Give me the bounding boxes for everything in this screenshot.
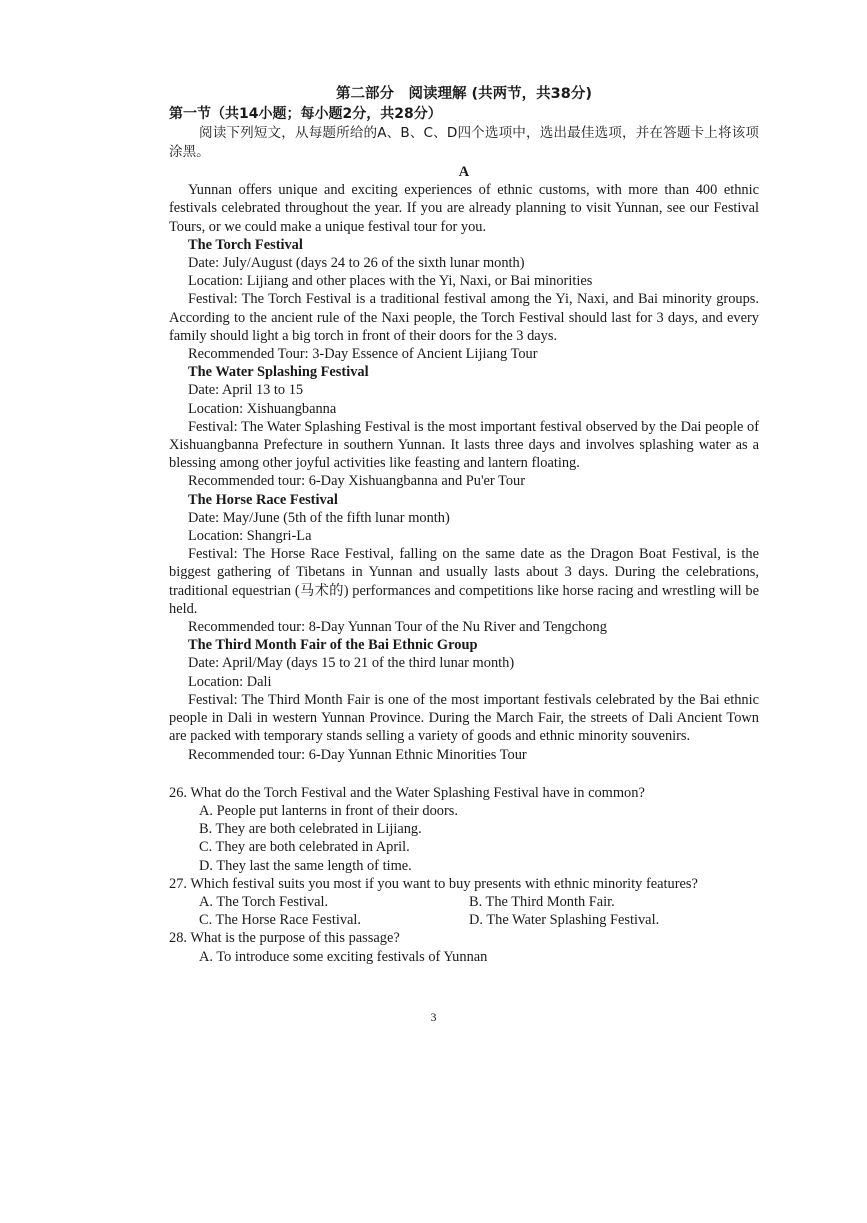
page-number: 3: [430, 1010, 437, 1024]
festival-title: The Torch Festival: [188, 236, 303, 253]
option-b: B. They are both celebrated in Lijiang.: [199, 821, 422, 838]
festival-tour: Recommended tour: 6-Day Xishuangbanna and Pu'er Tour: [188, 473, 526, 490]
question-26: [169, 784, 759, 875]
festival-location: Location: Dali: [188, 673, 272, 690]
option-row-1: [169, 893, 759, 911]
festival-block-third-month-fair: [169, 636, 759, 763]
festival-location: Location: Xishuangbanna: [188, 400, 337, 417]
option-row-2: [169, 911, 759, 929]
festival-description: Festival: The Water Splashing Festival is the most important festival observed by the Dai people of Xishuangbanna Prefecture in southern Yunnan. It lasts three days and involves splashing water as a blessing among other joyful activities like feasting and lantern floating.: [169, 418, 759, 472]
question-stem: 27. Which festival suits you most if you want to buy presents with ethnic minority features?: [169, 875, 698, 892]
festival-date: Date: July/August (days 24 to 26 of the sixth lunar month): [188, 255, 525, 272]
instructions: 阅读下列短文，从每题所给的A、B、C、D四个选项中，选出最佳选项，并在答题卡上将该项涂黑。: [169, 125, 759, 160]
question-28: [169, 929, 759, 965]
festival-date: Date: April 13 to 15: [188, 382, 304, 399]
section-heading: 第一节（共14小题；每小题2分，共28分）: [169, 106, 442, 122]
festival-block-horse-race: [169, 491, 759, 637]
option-b: B. The Third Month Fair.: [469, 893, 615, 910]
question-stem: 28. What is the purpose of this passage?: [169, 930, 400, 947]
option-d: D. The Water Splashing Festival.: [469, 912, 660, 929]
option-a: A. The Torch Festival.: [199, 893, 329, 910]
spacer: [169, 764, 759, 784]
festival-tour: Recommended Tour: 3-Day Essence of Ancient Lijiang Tour: [188, 346, 538, 363]
part-heading: 第二部分 阅读理解 (共两节，共38分): [336, 86, 592, 102]
passage-intro: Yunnan offers unique and exciting experiences of ethnic customs, with more than 400 ethnic festivals celebrated throughout the year. If you are already planning to visit Yunnan, see our Festival Tours, or we could make a unique festival tour for you.: [169, 182, 759, 235]
festival-title: The Third Month Fair of the Bai Ethnic Group: [188, 637, 478, 654]
festival-title: The Water Splashing Festival: [188, 364, 369, 381]
festival-date: Date: May/June (5th of the fifth lunar month): [188, 509, 450, 526]
festival-block-torch: [169, 236, 759, 363]
festival-title: The Horse Race Festival: [188, 491, 338, 508]
festival-description: Festival: The Third Month Fair is one of the most important festivals celebrated by the Bai ethnic people in Dali in western Yunnan Province. During the March Fair, the streets of Dali Ancient Town are packed with temporary stands selling a variety of goods and ethnic minority souvenirs.: [169, 691, 759, 745]
festival-description: Festival: The Torch Festival is a traditional festival among the Yi, Naxi, and Bai minority groups. According to the ancient rule of the Naxi people, the Torch Festival should last for 3 days, and every family should light a big torch in front of their doors for the 3 days.: [169, 291, 759, 344]
festival-tour: Recommended tour: 8-Day Yunnan Tour of the Nu River and Tengchong: [188, 619, 607, 636]
festival-tour: Recommended tour: 6-Day Yunnan Ethnic Minorities Tour: [188, 746, 527, 763]
festival-description: Festival: The Horse Race Festival, falling on the same date as the Dragon Boat Festival, is the biggest gathering of Tibetans in Yunnan and usually lasts about 3 days. During the celebrations, traditional equestrian (马术的) performances and competitions like horse racing and wrestling will be held.: [169, 546, 759, 617]
festival-block-water-splashing: [169, 363, 759, 490]
festival-date: Date: April/May (days 15 to 21 of the third lunar month): [188, 655, 515, 672]
page-content: [169, 84, 759, 966]
option-a: A. To introduce some exciting festivals of Yunnan: [199, 948, 488, 965]
festival-location: Location: Lijiang and other places with the Yi, Naxi, or Bai minorities: [188, 273, 593, 290]
option-c: C. They are both celebrated in April.: [199, 839, 410, 856]
option-c: C. The Horse Race Festival.: [199, 912, 361, 929]
question-27: [169, 875, 759, 930]
festival-location: Location: Shangri-La: [188, 528, 312, 545]
passage-label: A: [458, 164, 470, 180]
question-stem: 26. What do the Torch Festival and the Water Splashing Festival have in common?: [169, 784, 645, 801]
option-d: D. They last the same length of time.: [199, 857, 412, 874]
option-a: A. People put lanterns in front of their doors.: [199, 802, 458, 819]
